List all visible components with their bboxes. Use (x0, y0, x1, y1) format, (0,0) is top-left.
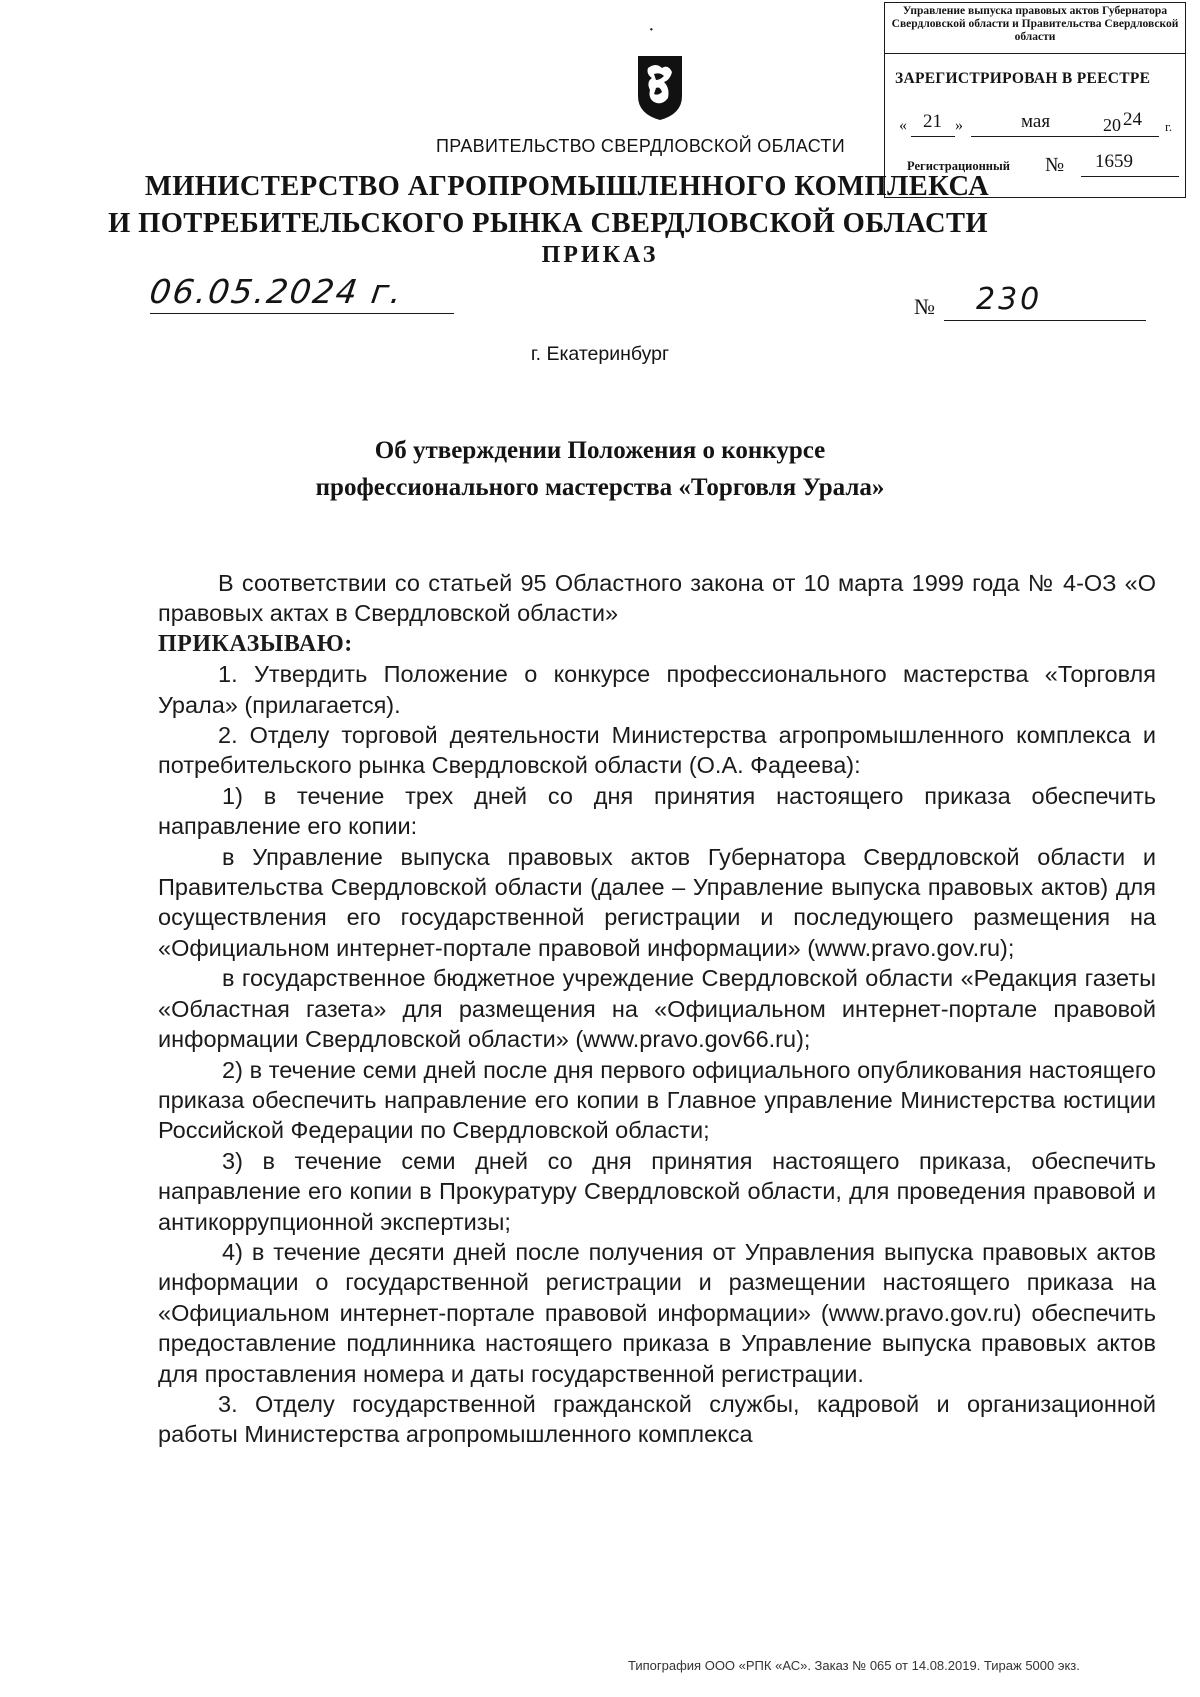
preamble: В соответствии со статьей 95 Областного закона от 10 марта 1999 года № 4-ОЗ «О правовых актах в Свердловской области» (158, 570, 1156, 627)
stamp-date (889, 109, 1179, 141)
city: г. Екатеринбург (530, 343, 670, 365)
stamp-month: мая (1021, 111, 1051, 132)
paragraph-2-1-b: в государственное бюджетное учреждение Свердловской области «Редакция газеты «Областная газета» для размещения на «Официальном интернет-портале правовой информации Свердловской области» (www.pravo.gov66.ru); (158, 965, 1156, 1053)
stamp-year-underline (1101, 136, 1159, 137)
order-word: ПРИКАЗЫВАЮ: (158, 630, 353, 657)
stamp-day: 21 (923, 111, 942, 132)
paragraph-2: 2. Отделу торговой деятельности Министерства агропромышленного комплекса и потребительского рынка Свердловской области (О.А. Фадеева): (158, 722, 1156, 779)
paragraph-2-4: 4) в течение десяти дней после получения от Управления выпуска правовых актов информации о государственной регистрации и размещении настоящего приказа на «Официальном интернет-портале правовой информации» (www.pravo.gov.ru) обеспечить предоставление подлинника настоящего приказа в Управление выпуска правовых актов для проставления номера и даты государственной регистрации. (158, 1238, 1156, 1387)
handwritten-date: 06.05.2024 г. (147, 272, 407, 311)
handwritten-number: 230 (976, 282, 1043, 317)
printing-footer: Типография ООО «РПК «АС». Заказ № 065 от 14.08.2019. Тираж 5000 экз. (628, 1658, 1080, 1673)
stamp-reg-number: 1659 (1095, 151, 1133, 172)
number-underline (944, 320, 1146, 321)
document-type: ПРИКАЗ (541, 242, 659, 268)
emblem-mark: · (648, 19, 655, 41)
coat-of-arms-emblem (634, 52, 686, 122)
paragraph-1: 1. Утвердить Положение о конкурсе профессионального мастерства «Торговля Урала» (прилагается). (158, 661, 1156, 718)
ministry-name (0, 168, 1200, 242)
stamp-divider (885, 53, 1185, 54)
paragraph-2-1: 1) в течение трех дней со дня принятия настоящего приказа обеспечить направление его копии: (158, 782, 1156, 840)
stamp-header: Управление выпуска правовых актов Губернатора Свердловской области и Правительства Свердловской области (891, 5, 1179, 43)
number-label: № (914, 294, 935, 319)
paragraph-2-2: 2) в течение семи дней после дня первого официального опубликования настоящего приказа обеспечить направление его копии в Главное управление Министерства юстиции Российской Федерации по Свердловской области; (158, 1056, 1156, 1144)
stamp-reg-sign: № (1045, 154, 1065, 176)
title-line-1: Об утверждении Положения о конкурсе (374, 437, 826, 464)
government-name: ПРАВИТЕЛЬСТВО СВЕРДЛОВСКОЙ ОБЛАСТИ (436, 136, 845, 156)
ministry-line-1: МИНИСТЕРСТВО АГРОПРОМЫШЛЕННОГО КОМПЛЕКСА (144, 171, 990, 202)
stamp-month-underline (971, 136, 1101, 137)
title-line-2: профессионального мастерства «Торговля Урала» (315, 474, 885, 501)
date-underline (150, 313, 454, 314)
stamp-day-underline (911, 136, 955, 137)
stamp-close-quote: » (955, 117, 963, 134)
stamp-year-suffix: 24 (1123, 109, 1142, 130)
paragraph-2-1-a: в Управление выпуска правовых актов Губернатора Свердловской области и Правительства Свердловской области (далее – Управление выпуска правовых актов) для осуществления его государственной регистрации и последующего размещения на «Официальном интернет-портале правовой информации» (www.pravo.gov.ru); (158, 843, 1156, 961)
stamp-open-quote: « (899, 117, 907, 134)
stamp-registered-text: ЗАРЕГИСТРИРОВАН В РЕЕСТРЕ (895, 70, 1151, 87)
stamp-reg-label: Регистрационный (907, 159, 1010, 173)
paragraph-2-3: 3) в течение семи дней со дня принятия настоящего приказа, обеспечить направление его копии в Прокуратуру Свердловской области, для проведения правовой и антикоррупционной экспертизы; (158, 1147, 1156, 1235)
document-body (158, 568, 1156, 1450)
paragraph-3: 3. Отделу государственной гражданской службы, кадровой и организационной работы Министерства агропромышленного комплекса (158, 1390, 1156, 1448)
document-title (0, 432, 1200, 506)
stamp-year-prefix: 20 (1103, 115, 1121, 135)
ministry-line-2: И ПОТРЕБИТЕЛЬСКОГО РЫНКА СВЕРДЛОВСКОЙ ОБЛАСТИ (108, 208, 988, 239)
stamp-year-mark: г. (1165, 119, 1173, 134)
